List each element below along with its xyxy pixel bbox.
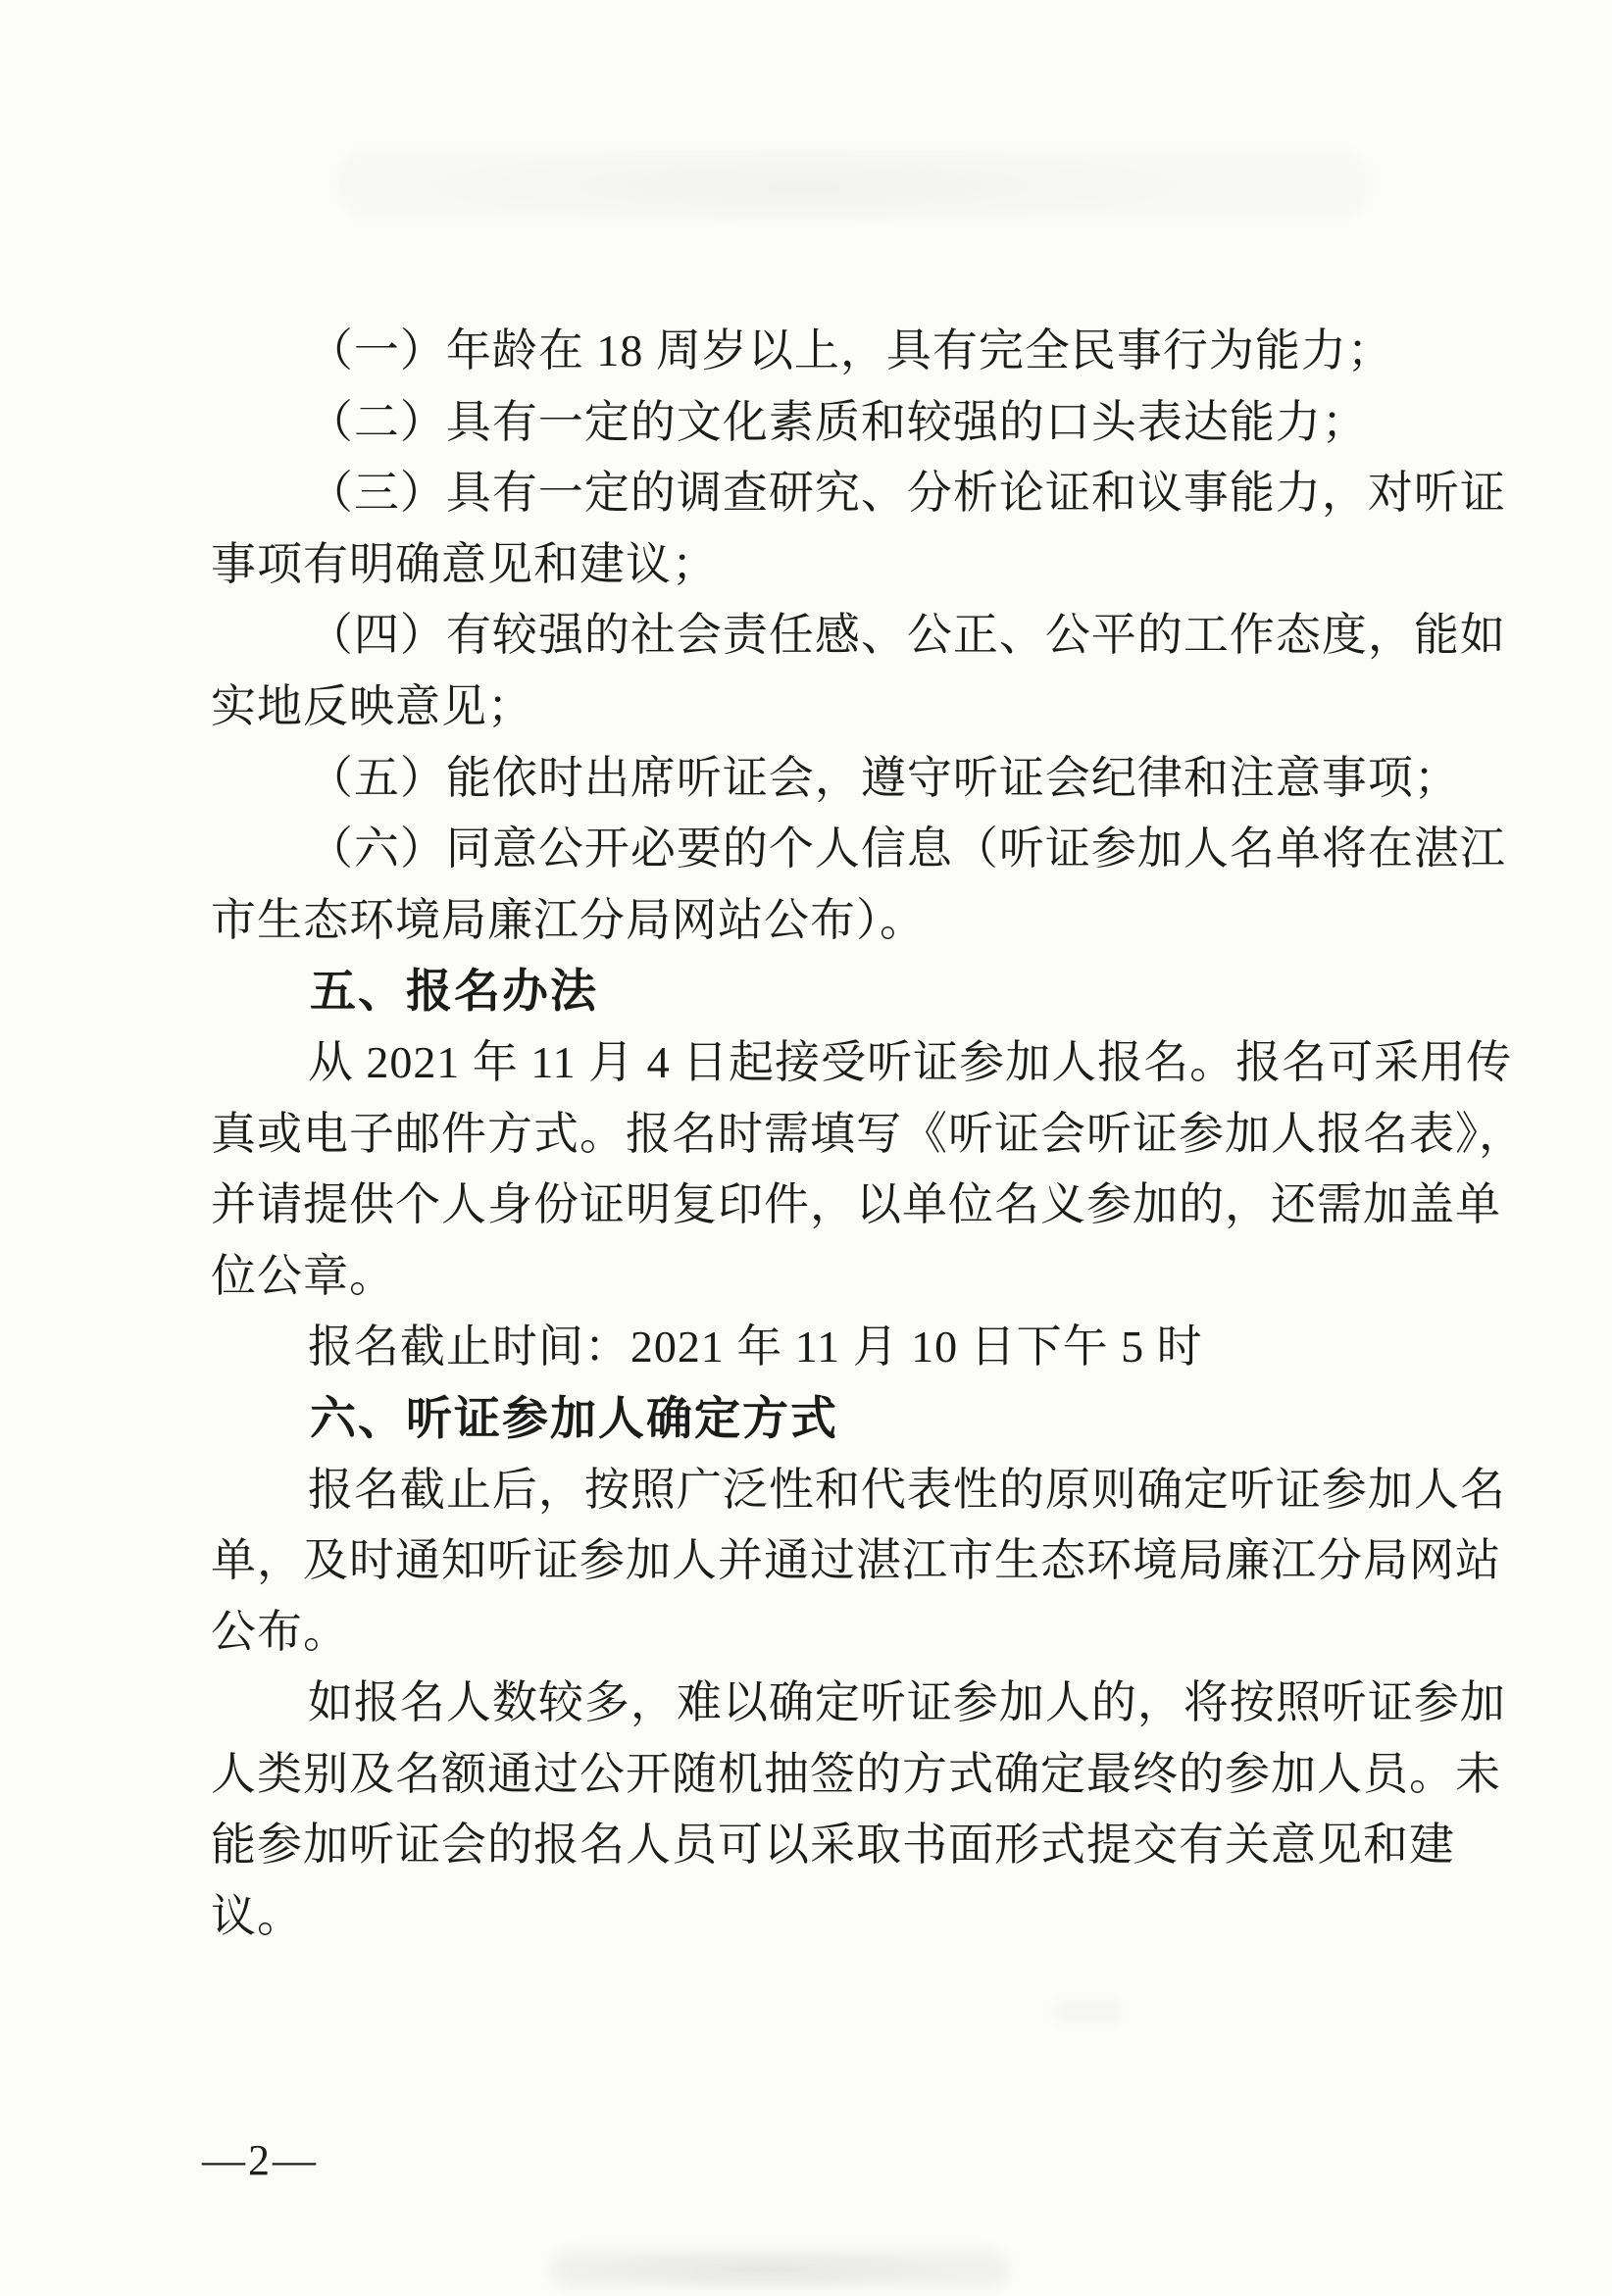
document-body xyxy=(211,316,1525,1953)
list-item-3-cont: 事项有明确意见和建议； xyxy=(211,538,718,589)
list-item-4: （四）有较强的社会责任感、公正、公平的工作态度，能如 xyxy=(307,610,1506,661)
list-item-5: （五）能依时出席听证会，遵守听证会纪律和注意事项； xyxy=(307,752,1460,803)
paragraph-selection-2: 单，及时通知听证参加人并通过湛江市生态环境局廉江分局网站 xyxy=(211,1535,1501,1586)
list-item-6-cont: 市生态环境局廉江分局网站公布）。 xyxy=(211,894,926,945)
list-item-2: （二）具有一定的文化素质和较强的口头表达能力； xyxy=(307,396,1368,447)
paragraph-lottery-1: 如报名人数较多，难以确定听证参加人的，将按照听证参加 xyxy=(307,1677,1506,1728)
paragraph-lottery-2: 人类别及名额通过公开随机抽签的方式确定最终的参加人员。未 xyxy=(211,1748,1501,1799)
scan-bleedthrough-artifact xyxy=(333,147,1373,221)
paragraph-signup-3: 并请提供个人身份证明复印件，以单位名义参加的，还需加盖单 xyxy=(211,1179,1501,1230)
paragraph-signup-1: 从 2021 年 11 月 4 日起接受听证参加人报名。报名可采用传 xyxy=(307,1036,1513,1087)
paragraph-signup-4: 位公章。 xyxy=(211,1250,395,1301)
page-number: —2— xyxy=(202,2136,319,2184)
list-item-6: （六）同意公开必要的个人信息（听证参加人名单将在湛江 xyxy=(307,824,1506,874)
scan-smudge-artifact xyxy=(549,2250,1010,2289)
scan-fleck-artifact xyxy=(1054,2000,1123,2023)
deadline-line: 报名截止时间：2021 年 11 月 10 日下午 5 时 xyxy=(307,1322,1203,1373)
section-heading-5: 五、报名办法 xyxy=(310,965,599,1018)
list-item-4-cont: 实地反映意见； xyxy=(211,680,533,731)
paragraph-signup-2: 真或电子邮件方式。报名时需填写《听证会听证参加人报名表》， xyxy=(211,1108,1525,1159)
paragraph-selection-1: 报名截止后，按照广泛性和代表性的原则确定听证参加人名 xyxy=(307,1464,1506,1515)
paragraph-selection-3: 公布。 xyxy=(211,1606,349,1657)
section-heading-6: 六、听证参加人确定方式 xyxy=(310,1391,839,1444)
paragraph-lottery-3: 能参加听证会的报名人员可以采取书面形式提交有关意见和建 xyxy=(211,1820,1455,1871)
list-item-3: （三）具有一定的调查研究、分析论证和议事能力，对听证 xyxy=(307,468,1506,519)
list-item-1: （一）年龄在 18 周岁以上，具有完全民事行为能力； xyxy=(307,325,1393,375)
paragraph-lottery-4: 议。 xyxy=(211,1891,303,1942)
